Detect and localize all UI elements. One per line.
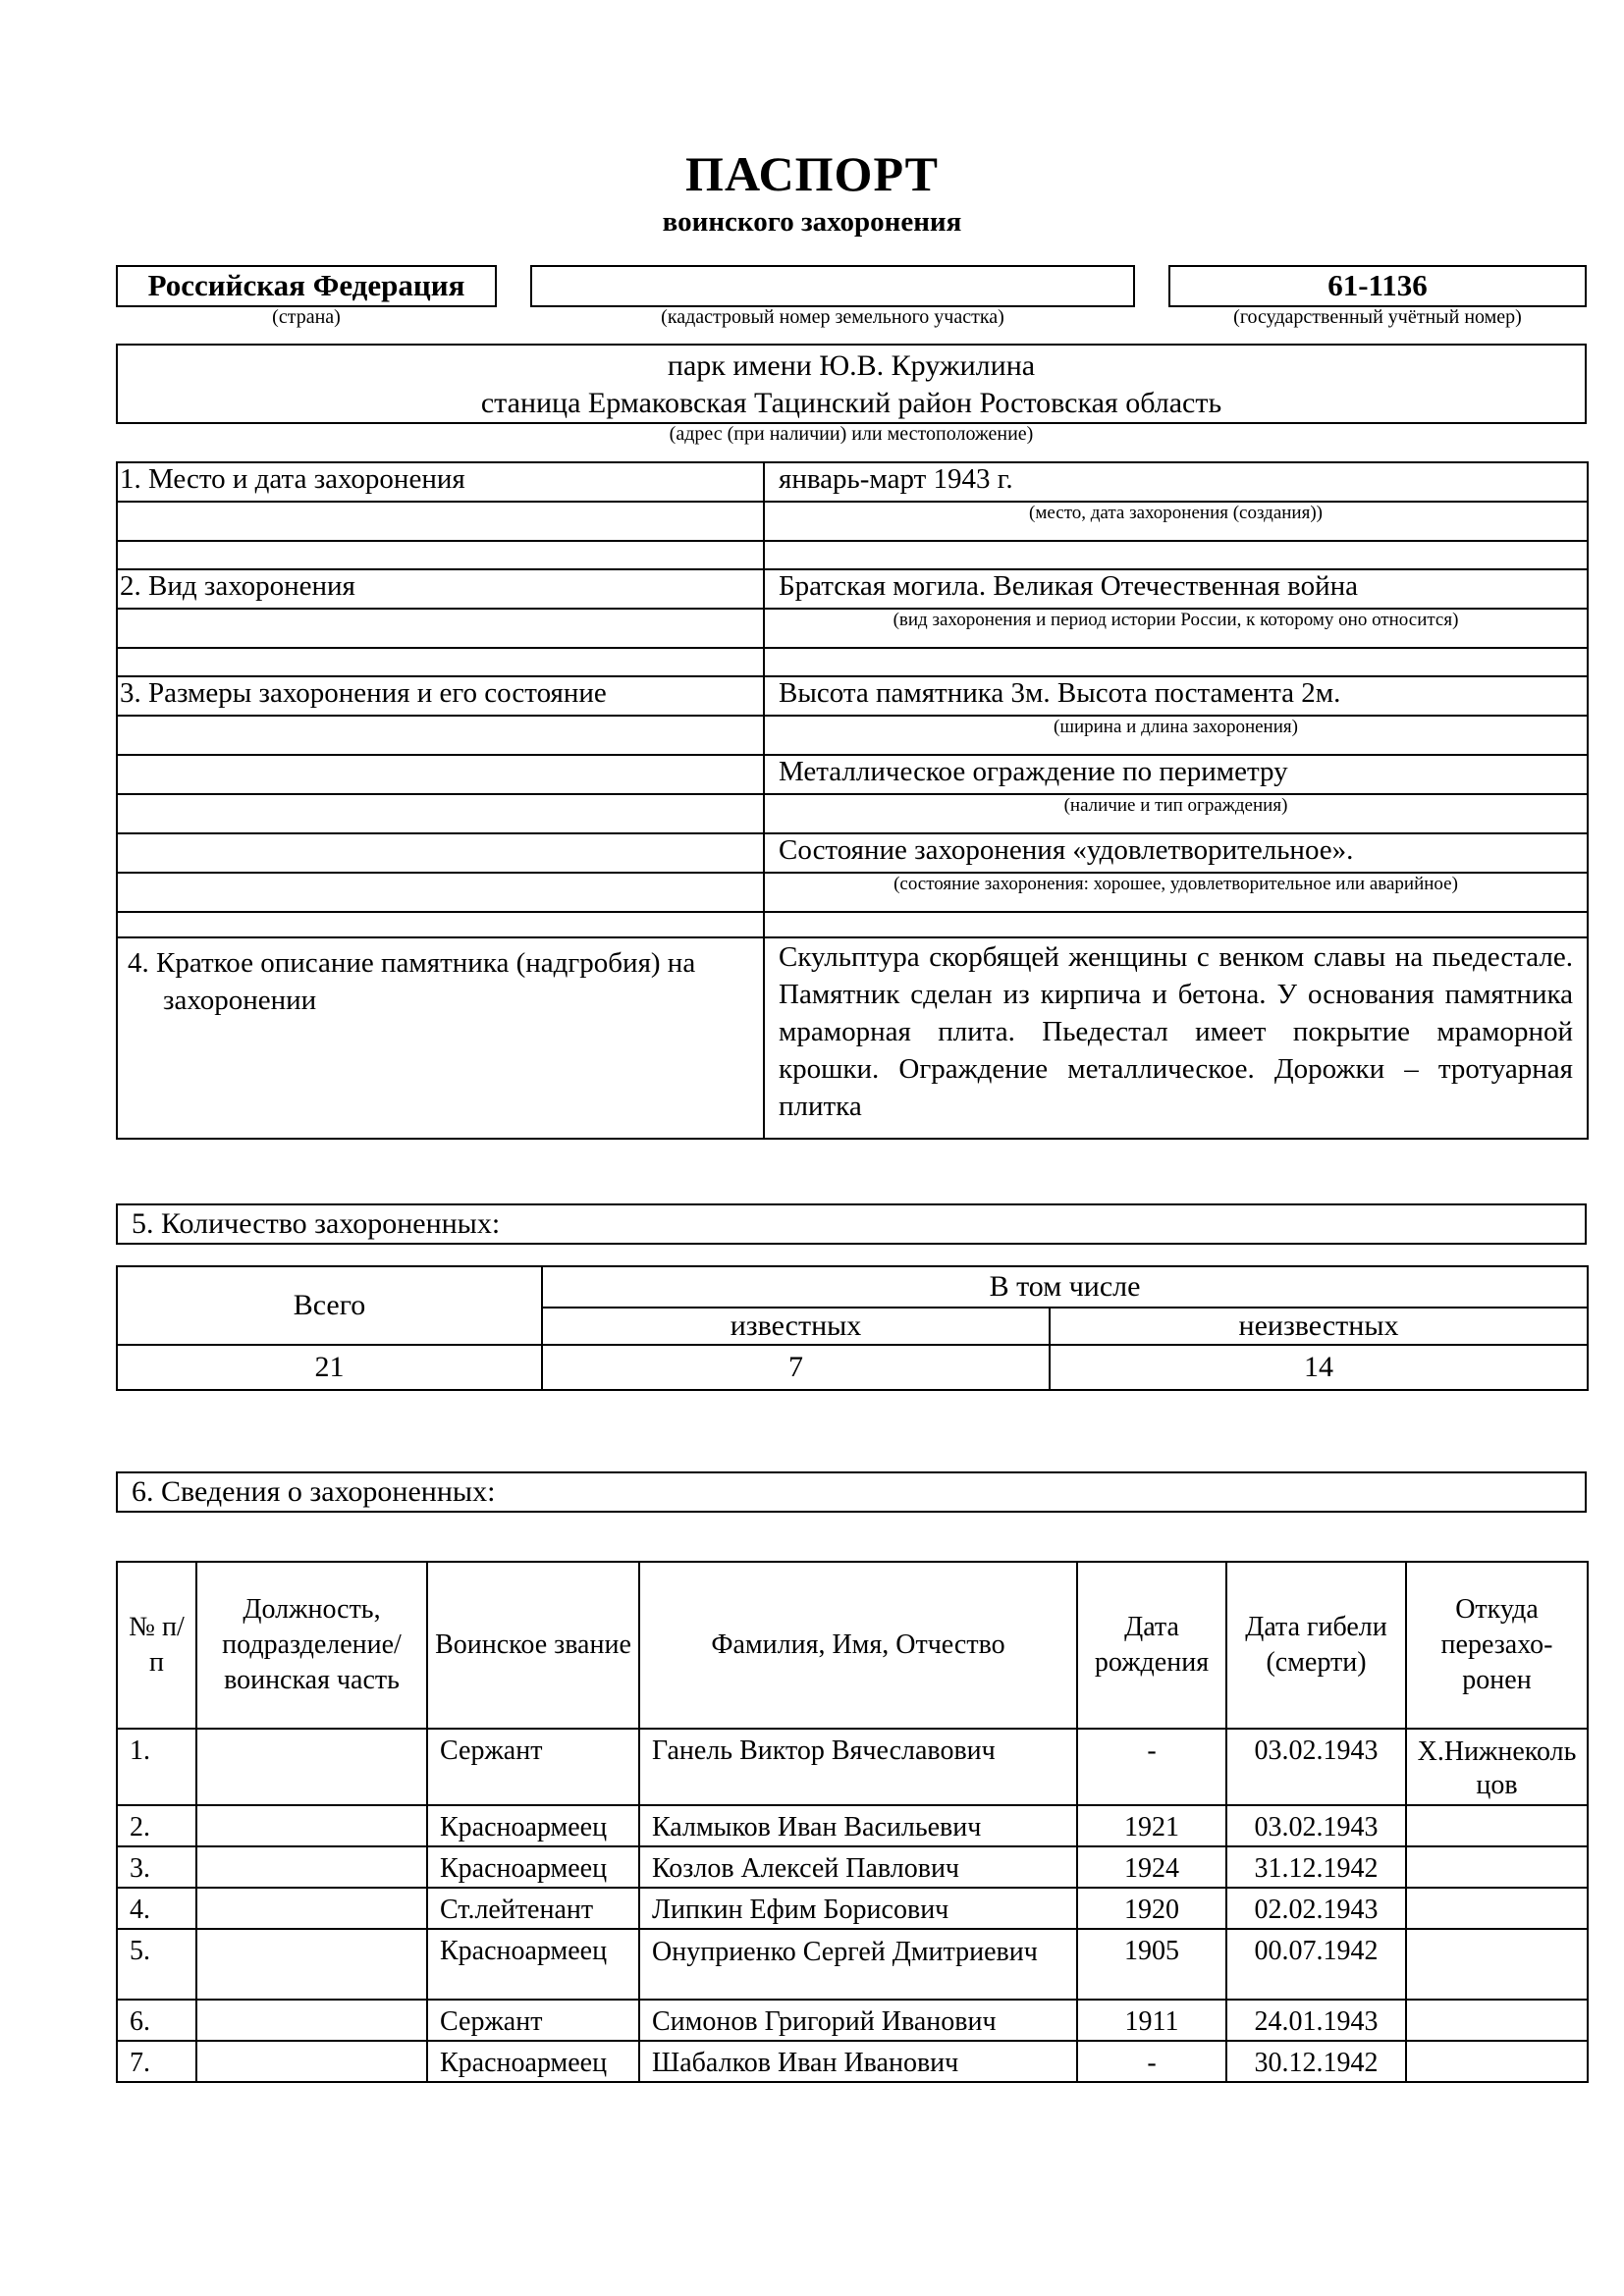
table-row bbox=[117, 1888, 1588, 1929]
section-2-hint: (вид захоронения и период истории России, к которому оно относится) bbox=[893, 610, 1459, 630]
row-death: 24.01.1943 bbox=[1226, 2000, 1406, 2041]
col-position: Должность, подразделение/ воинская часть bbox=[196, 1562, 427, 1729]
row-origin bbox=[1406, 2041, 1588, 2082]
section-3-hint-2-cell bbox=[764, 794, 1588, 833]
row-origin bbox=[1406, 1929, 1588, 2000]
row-rank: Красноармеец bbox=[427, 1805, 639, 1846]
col-birth: Дата рождения bbox=[1077, 1562, 1226, 1729]
row-position bbox=[196, 2041, 427, 2082]
row-rank: Ст.лейтенант bbox=[427, 1888, 639, 1929]
row-death: 30.12.1942 bbox=[1226, 2041, 1406, 2082]
cadastral-field bbox=[530, 265, 1135, 307]
row-num: 3. bbox=[117, 1846, 196, 1888]
row-num: 4. bbox=[117, 1888, 196, 1929]
row-num: 6. bbox=[117, 2000, 196, 2041]
row-origin bbox=[1406, 1805, 1588, 1846]
row-death: 03.02.1943 bbox=[1226, 1805, 1406, 1846]
row-num: 5. bbox=[117, 1929, 196, 2000]
page-subtitle: воинского захоронения bbox=[662, 206, 962, 238]
row-rank: Красноармеец bbox=[427, 2041, 639, 2082]
address-field bbox=[116, 344, 1587, 424]
country-field: Российская Федерация bbox=[116, 265, 497, 307]
row-birth: 1911 bbox=[1077, 2000, 1226, 2041]
row-origin: Х.Нижнекольцов bbox=[1406, 1729, 1588, 1805]
col-num: № п/п bbox=[117, 1562, 196, 1729]
burial-count-table bbox=[116, 1265, 1589, 1391]
row-position bbox=[196, 1729, 427, 1805]
total-value: 21 bbox=[117, 1345, 542, 1390]
col-rank: Воинское звание bbox=[427, 1562, 639, 1729]
section-3-label: 3. Размеры захоронения и его состояние bbox=[117, 676, 764, 716]
row-num: 1. bbox=[117, 1729, 196, 1805]
row-birth: 1924 bbox=[1077, 1846, 1226, 1888]
row-death: 00.07.1942 bbox=[1226, 1929, 1406, 2000]
unknown-label: неизвестных bbox=[1050, 1308, 1588, 1345]
section-2-hint-cell bbox=[764, 609, 1588, 648]
cadastral-caption: (кадастровый номер земельного участка) bbox=[661, 306, 1004, 328]
known-label: известных bbox=[542, 1308, 1050, 1345]
row-birth: 1920 bbox=[1077, 1888, 1226, 1929]
row-rank: Сержант bbox=[427, 1729, 639, 1805]
known-value: 7 bbox=[542, 1345, 1050, 1390]
section-3-hint-2: (наличие и тип ограждения) bbox=[1063, 795, 1288, 816]
row-position bbox=[196, 1888, 427, 1929]
section-4-value: Скульптура скорбящей женщины с венком славы на пьедестале. Памятник сделан из кирпича и бетона. У основания памятника мраморная плита. Пьедестал имеет покрытие мраморной крошки. Ограждение металлическое. Дорожки – тротуарная плитка bbox=[764, 937, 1588, 1139]
count-section-title: 5. Количество захороненных: bbox=[116, 1203, 1587, 1245]
row-name: Козлов Алексей Павлович bbox=[639, 1846, 1077, 1888]
row-position bbox=[196, 2000, 427, 2041]
section-3-value-2: Металлическое ограждение по периметру bbox=[764, 755, 1588, 794]
table-row bbox=[117, 1846, 1588, 1888]
section-2-label: 2. Вид захоронения bbox=[117, 569, 764, 609]
table-row bbox=[117, 1805, 1588, 1846]
table-row bbox=[117, 2000, 1588, 2041]
buried-persons-table bbox=[116, 1561, 1589, 2083]
section-3-hint-3-cell bbox=[764, 873, 1588, 912]
section-2-value: Братская могила. Великая Отечественная война bbox=[764, 569, 1588, 609]
table-row bbox=[117, 1729, 1588, 1805]
address-caption: (адрес (при наличии) или местоположение) bbox=[669, 423, 1034, 445]
row-position bbox=[196, 1929, 427, 2000]
section-3-hint-3: (состояние захоронения: хорошее, удовлетворительное или аварийное) bbox=[893, 874, 1458, 894]
including-label: В том числе bbox=[542, 1266, 1588, 1308]
row-origin bbox=[1406, 2000, 1588, 2041]
section-3-hint-1: (ширина и длина захоронения) bbox=[1054, 717, 1298, 737]
row-position bbox=[196, 1805, 427, 1846]
table-row bbox=[117, 1929, 1588, 2000]
buried-section-title: 6. Сведения о захороненных: bbox=[116, 1471, 1587, 1513]
registration-number-caption: (государственный учётный номер) bbox=[1233, 306, 1522, 328]
row-rank: Красноармеец bbox=[427, 1929, 639, 2000]
row-rank: Красноармеец bbox=[427, 1846, 639, 1888]
row-death: 31.12.1942 bbox=[1226, 1846, 1406, 1888]
row-death: 03.02.1943 bbox=[1226, 1729, 1406, 1805]
row-birth: 1921 bbox=[1077, 1805, 1226, 1846]
section-1-label: 1. Место и дата захоронения bbox=[117, 462, 764, 502]
row-name: Онуприенко Сергей Дмитриевич bbox=[639, 1929, 1077, 2000]
row-name: Шабалков Иван Иванович bbox=[639, 2041, 1077, 2082]
section-1-hint: (место, дата захоронения (создания)) bbox=[1029, 503, 1323, 523]
row-origin bbox=[1406, 1888, 1588, 1929]
section-3-value-1: Высота памятника 3м. Высота постамента 2м. bbox=[764, 676, 1588, 716]
row-birth: 1905 bbox=[1077, 1929, 1226, 2000]
address-line-2: станица Ермаковская Тацинский район Ростовская область bbox=[480, 387, 1222, 419]
row-name: Липкин Ефим Борисович bbox=[639, 1888, 1077, 1929]
page-title: ПАСПОРТ bbox=[685, 146, 939, 201]
row-name: Калмыков Иван Васильевич bbox=[639, 1805, 1077, 1846]
registration-number-field: 61-1136 bbox=[1168, 265, 1587, 307]
section-3-value-3: Состояние захоронения «удовлетворительное». bbox=[764, 833, 1588, 873]
row-position bbox=[196, 1846, 427, 1888]
row-num: 7. bbox=[117, 2041, 196, 2082]
row-num: 2. bbox=[117, 1805, 196, 1846]
row-death: 02.02.1943 bbox=[1226, 1888, 1406, 1929]
unknown-value: 14 bbox=[1050, 1345, 1588, 1390]
section-3-hint-1-cell bbox=[764, 716, 1588, 755]
col-name: Фамилия, Имя, Отчество bbox=[639, 1562, 1077, 1729]
col-origin: Откуда перезахо-ронен bbox=[1406, 1562, 1588, 1729]
burial-details-table bbox=[116, 461, 1589, 1140]
section-1-hint-cell bbox=[764, 502, 1588, 541]
total-label: Всего bbox=[117, 1266, 542, 1345]
row-name: Симонов Григорий Иванович bbox=[639, 2000, 1077, 2041]
row-birth: - bbox=[1077, 2041, 1226, 2082]
col-death: Дата гибели (смерти) bbox=[1226, 1562, 1406, 1729]
section-4-label: 4. Краткое описание памятника (надгробия) на захоронении bbox=[117, 937, 764, 1139]
row-name: Ганель Виктор Вячеславович bbox=[639, 1729, 1077, 1805]
row-birth: - bbox=[1077, 1729, 1226, 1805]
row-rank: Сержант bbox=[427, 2000, 639, 2041]
table-row bbox=[117, 2041, 1588, 2082]
address-line-1: парк имени Ю.В. Кружилина bbox=[667, 349, 1036, 382]
country-caption: (страна) bbox=[272, 306, 341, 328]
section-1-value: январь-март 1943 г. bbox=[764, 462, 1588, 502]
row-origin bbox=[1406, 1846, 1588, 1888]
